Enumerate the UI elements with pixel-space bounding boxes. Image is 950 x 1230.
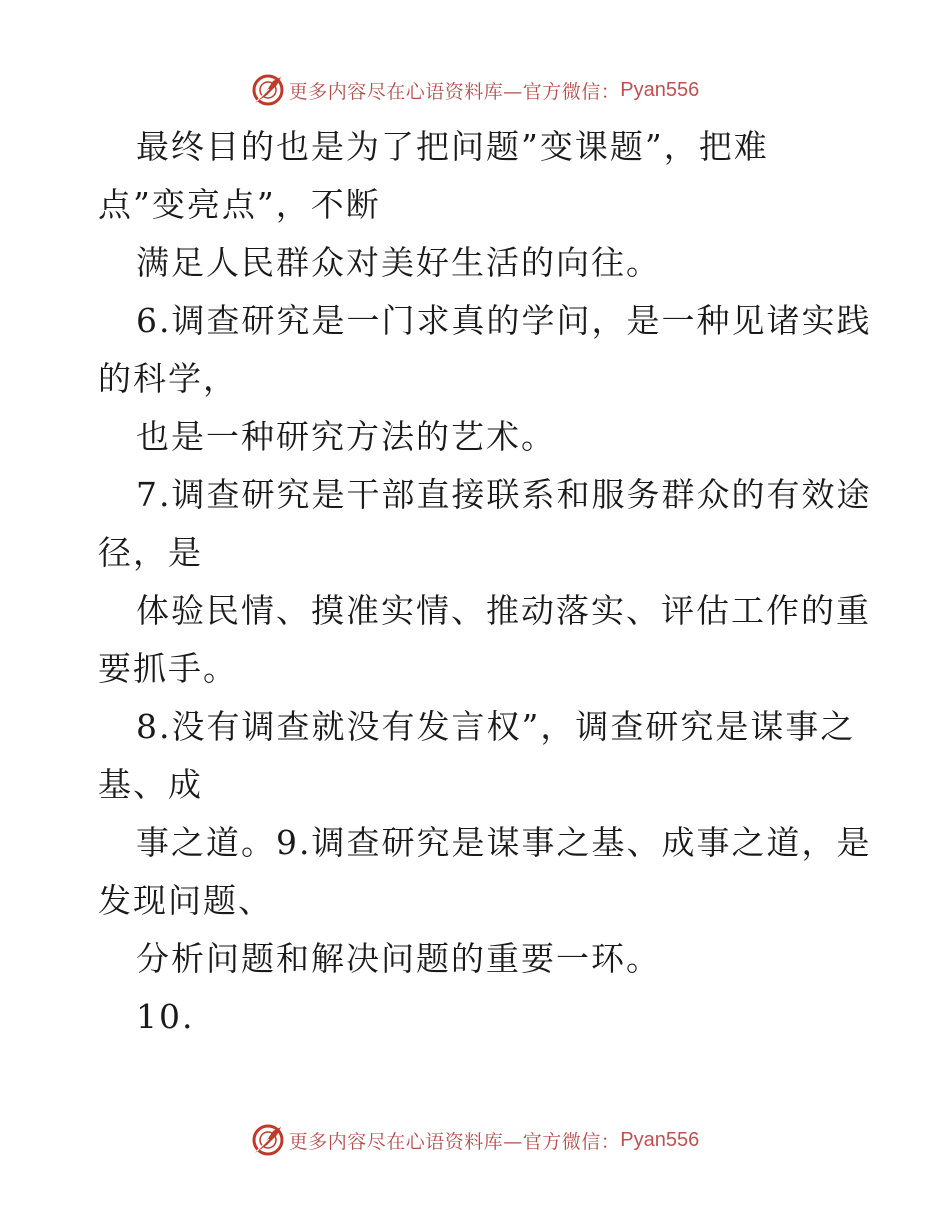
text-line: 也是一种研究方法的艺术。 <box>136 417 556 456</box>
text-line: 最终目的也是为了把问题”变课题”，把难 <box>136 127 769 166</box>
quill-logo-icon <box>251 73 285 107</box>
text-line: 满足人民群众对美好生活的向往。 <box>136 243 661 282</box>
banner-wechat-label: —官方微信： <box>503 80 621 103</box>
text-line: 10. <box>136 997 195 1036</box>
banner-wechat-id: Pyan556 <box>620 78 700 101</box>
footer-banner <box>0 1120 950 1160</box>
text-line: 要抓手。 <box>98 649 238 688</box>
text-line: 发现问题、 <box>98 881 273 920</box>
text-line: 8.没有调查就没有发言权”，调查研究是谋事之 <box>136 707 856 746</box>
header-banner <box>0 70 950 110</box>
text-line: 径，是 <box>98 533 203 572</box>
text-line: 的科学， <box>98 359 238 398</box>
text-line: 分析问题和解决问题的重要一环。 <box>136 939 661 978</box>
text-line: 体验民情、摸准实情、推动落实、评估工作的重 <box>136 591 871 630</box>
banner-site-text: 更多内容尽在心语资料库 <box>288 80 504 103</box>
document-body <box>98 118 872 1046</box>
text-line: 事之道。9.调查研究是谋事之基、成事之道，是 <box>136 823 872 862</box>
text-line: 6.调查研究是一门求真的学问，是一种见诸实践 <box>136 301 872 340</box>
banner-wechat-id: Pyan556 <box>620 1128 700 1151</box>
banner-site-text: 更多内容尽在心语资料库 <box>288 1130 504 1153</box>
quill-logo-icon <box>251 1123 285 1157</box>
text-line: 7.调查研究是干部直接联系和服务群众的有效途 <box>136 475 872 514</box>
banner-wechat-label: —官方微信： <box>503 1130 621 1153</box>
text-line: 基、成 <box>98 765 203 804</box>
text-line: 点”变亮点”，不断 <box>98 185 381 224</box>
